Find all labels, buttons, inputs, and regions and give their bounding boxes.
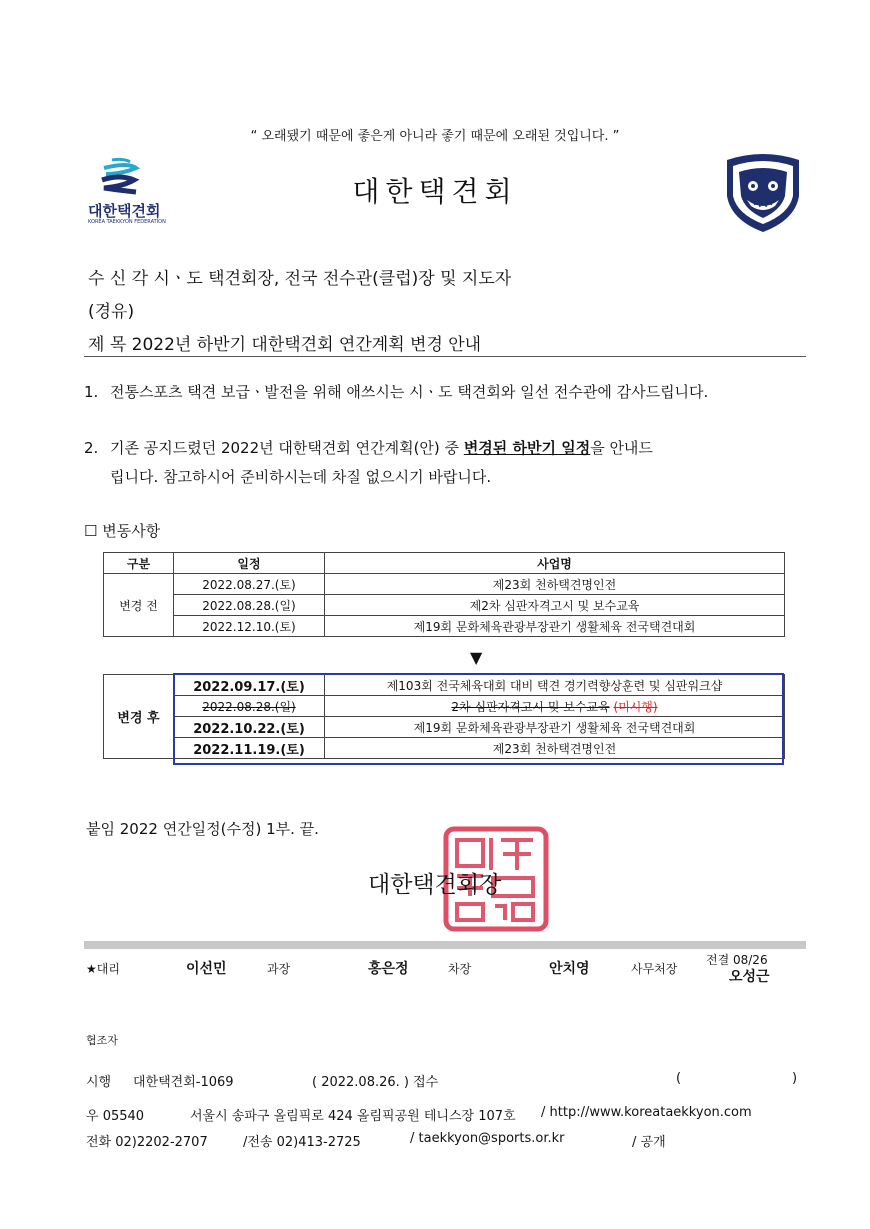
section-title: ☐ 변동사항 [84,522,161,540]
signer-4-note: 전결 08/26 [706,953,768,967]
row-event: 제19회 문화체육관광부장관기 생활체육 전국택견대회 [325,616,785,637]
row-date-cancelled: 2022.08.28.(일) [174,696,325,717]
paragraph-2-emphasis: 변경된 하반기 일정 [463,439,591,457]
sender-name: 대한택견회장 [368,872,502,898]
subject-line: 제 목 2022년 하반기 대한택견회 연간계획 변경 안내 [88,335,482,355]
table-row [104,696,785,717]
paragraph-2 [84,437,804,458]
org-title: 대한택견회 [352,175,518,208]
schedule-after-table [103,674,785,759]
signer-3-role: 차장 [448,962,472,976]
table-header-row [104,553,785,574]
receive-close: ) [792,1071,798,1086]
table-row [104,574,785,595]
doc-label: 시행 [86,1075,112,1090]
row-date: 2022.09.17.(토) [174,675,325,696]
row-date: 2022.08.27.(토) [174,574,325,595]
paragraph-1 [84,381,804,402]
not-held-note: (미시행) [613,699,658,714]
table-row [104,616,785,637]
emblem-icon [723,150,803,234]
paragraph-1-number: 1. [84,383,99,401]
footer-divider [84,941,806,949]
signer-4-name: 오성근 [729,969,770,985]
doc-date: ( 2022.08.26. ) 접수 [312,1075,439,1090]
table-row [104,595,785,616]
attachment-line: 붙임 2022 연간일정(수정) 1부. 끝. [86,820,319,838]
before-label: 변경 전 [104,574,174,637]
disclosure: / 공개 [632,1135,666,1150]
row-date: 2022.08.28.(일) [174,595,325,616]
signer-1-name: 이선민 [186,961,227,977]
paragraph-2-post: 을 안내드 [590,439,653,457]
row-event: 제23회 천하택견명인전 [325,574,785,595]
header-date: 일정 [174,553,325,574]
logo-text: 대한택견회 [88,202,161,220]
fax: /전송 02)413-2725 [243,1135,361,1150]
paragraph-2-pre: 기존 공지드렸던 2022년 대한택견회 연간계획(안) 중 [110,439,464,457]
row-date: 2022.11.19.(토) [174,738,325,759]
row-date: 2022.10.22.(토) [174,717,325,738]
phone: 전화 02)2202-2707 [86,1135,208,1150]
recipient-line: 수 신 각 시ㆍ도 택견회장, 전국 전수관(클럽)장 및 지도자 [88,269,512,289]
row-event: 제23회 천하택견명인전 [325,738,785,759]
signer-1-role: ★대리 [86,962,120,976]
down-arrow-icon: ▼ [470,648,483,667]
row-event: 제103회 전국체육대회 대비 택견 경기력향상훈련 및 심판워크샵 [325,675,785,696]
receive-open: ( [676,1071,682,1086]
signer-3-name: 안치영 [549,961,590,977]
paragraph-1-text: 전통스포츠 택견 보급ㆍ발전을 위해 애쓰시는 시ㆍ도 택견회와 일선 전수관에 감사드립니다. [110,383,709,401]
signer-2-name: 홍은정 [368,961,409,977]
website: / http://www.koreataekkyon.com [541,1105,752,1120]
schedule-before-table [103,552,785,637]
row-date: 2022.12.10.(토) [174,616,325,637]
via-line: (경유) [88,302,135,322]
signer-4-role: 사무처장 [631,962,678,976]
motto: “ 오래됐기 때문에 좋은게 아니라 좋기 때문에 오래된 것입니다. ” [250,129,620,144]
cancelled-event-text: 2차 심판자격고시 및 보수교육 [451,699,610,714]
cooperator-label: 협조자 [86,1034,118,1047]
paragraph-2-line2: 립니다. 참고하시어 준비하시는데 차질 없으시기 바랍니다. [110,468,492,486]
paragraph-2-number: 2. [84,439,99,457]
table-row [104,738,785,759]
row-event-cancelled [325,696,785,717]
after-label: 변경 후 [104,675,174,759]
header-category: 구분 [104,553,174,574]
address: 서울시 송파구 올림픽로 424 올림픽공원 테니스장 107호 [190,1109,516,1124]
logo-subtext: KOREA TAEKKYON FEDERATION [88,219,166,225]
header-event: 사업명 [325,553,785,574]
table-row [104,717,785,738]
table-row [104,675,785,696]
zip-code: 우 05540 [86,1109,145,1124]
email: / taekkyon@sports.or.kr [410,1131,565,1146]
row-event: 제19회 문화체육관광부장관기 생활체육 전국택견대회 [325,717,785,738]
row-event: 제2차 심판자격고시 및 보수교육 [325,595,785,616]
doc-number: 대한택견회-1069 [133,1075,234,1090]
header-divider [84,356,806,357]
signer-2-role: 과장 [267,962,291,976]
